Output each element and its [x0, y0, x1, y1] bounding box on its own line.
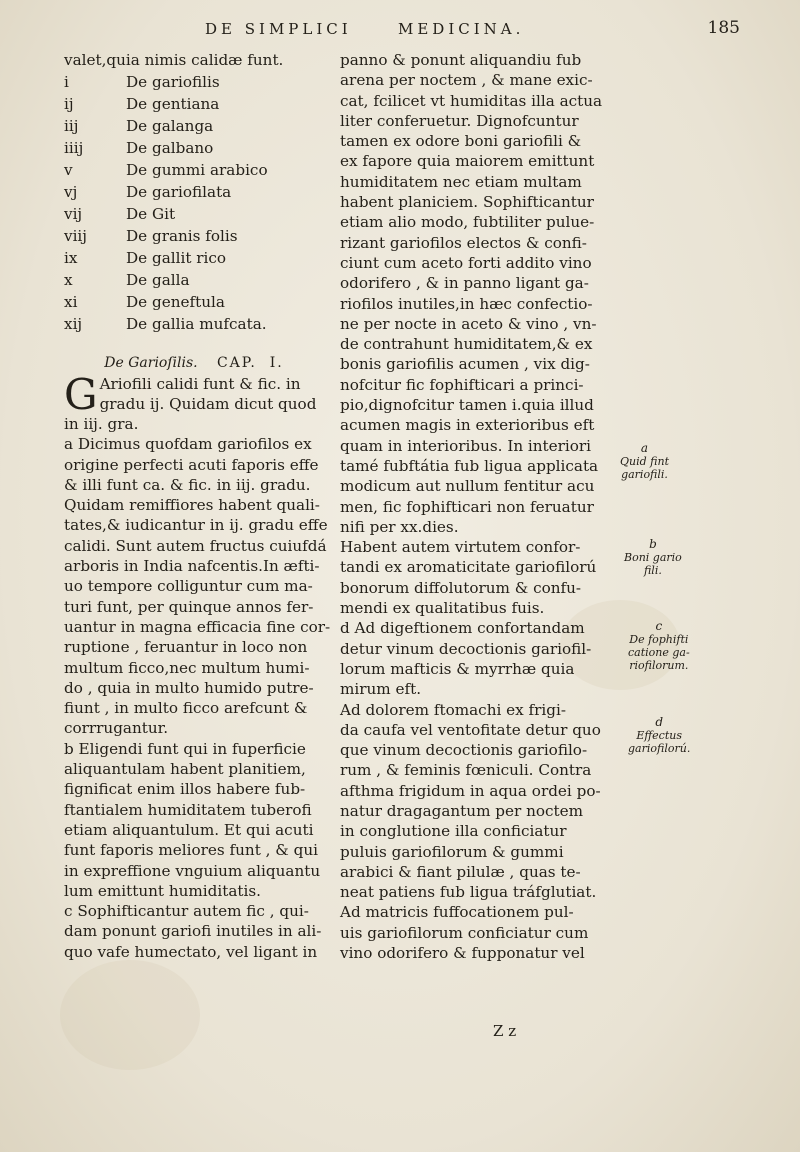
index-title: De geneftula — [126, 293, 225, 311]
left-body-text — [64, 414, 331, 962]
index-intro-line: valet,quia nimis calidæ funt. — [64, 51, 284, 69]
marginal-note-d — [628, 716, 690, 755]
index-title: De gariofilata — [126, 183, 232, 201]
marginal-letter: b — [649, 537, 657, 551]
text-line: corrrugantur. — [64, 719, 169, 738]
index-entry — [64, 94, 324, 116]
text-line: nifi per xx.dies. — [340, 517, 459, 536]
marginal-text: De fophifti — [629, 633, 689, 646]
text-line: ex fapore quia maiorem emittunt — [340, 152, 595, 171]
marginal-text: fili. — [643, 564, 662, 577]
text-line: quo vafe humectato, vel ligant in — [64, 942, 318, 961]
text-line: Ad matricis fuffocationem pul- — [340, 903, 574, 922]
text-line: lum emittunt humiditatis. — [64, 881, 261, 900]
text-line: arabici & fiant pilulæ , quas te- — [340, 862, 581, 881]
marginal-text: Effectus — [636, 729, 682, 742]
marginal-note-a — [620, 442, 669, 481]
text-line: arena per noctem , & mane exic- — [340, 71, 593, 90]
chapter-label: CAP. — [216, 355, 257, 371]
text-line: Habent autem virtutem confor- — [340, 538, 581, 557]
text-line: c Sophifticantur autem fic , qui- — [64, 902, 309, 921]
text-line: etiam aliquantulum. Et qui acuti — [64, 820, 314, 839]
index-entry — [64, 314, 324, 336]
text-line: de contrahunt humiditatem,& ex — [340, 335, 593, 354]
paper-stain — [60, 960, 200, 1070]
text-line: pio,dignofcitur tamen i.quia illud — [340, 396, 594, 415]
running-head — [0, 20, 800, 50]
text-line: quam in interioribus. In interiori — [340, 436, 592, 455]
index-number: xij — [64, 315, 83, 333]
text-line: tates,& iudicantur in ij. gradu effe — [64, 516, 328, 535]
index-number: iij — [64, 117, 79, 135]
index-entry — [64, 292, 324, 314]
marginal-note-b — [624, 538, 682, 577]
text-line: lorum mafticis & myrrhæ quia — [340, 659, 575, 678]
right-column — [340, 50, 630, 963]
page-number: 185 — [707, 18, 740, 38]
text-line: calidi. Sunt autem fructus cuiufdá — [64, 536, 327, 555]
text-line: acumen magis in exterioribus eft — [340, 416, 595, 435]
index-entry — [64, 204, 324, 226]
index-title: De gummi arabico — [126, 161, 268, 179]
index-title: De galanga — [126, 117, 214, 135]
text-line: in expreffione vnguium aliquantu — [64, 861, 321, 880]
index-title: De gallia mufcata. — [126, 315, 267, 333]
text-line: ruptione , feruantur in loco non — [64, 638, 308, 657]
index-entry — [64, 138, 324, 160]
index-entry — [64, 72, 324, 94]
text-line: detur vinum decoctionis gariofil- — [340, 639, 592, 658]
text-line: puluis gariofilorum & gummi — [340, 842, 564, 861]
text-line: afthma frigidum in aqua ordei po- — [340, 781, 601, 800]
marginal-text: catione ga- — [628, 646, 690, 659]
text-line: que vinum decoctionis gariofilo- — [340, 741, 588, 760]
index-number: ij — [64, 95, 74, 113]
index-number: i — [64, 73, 69, 91]
text-line: panno & ponunt aliquandiu fub — [340, 51, 582, 69]
marginal-note-c — [628, 620, 690, 672]
text-line: riofilos inutiles,in hæc confectio- — [340, 294, 593, 313]
text-line: humiditatem nec etiam multam — [340, 172, 582, 191]
marginal-text: gariofili. — [621, 468, 668, 481]
chapter-opening — [64, 370, 324, 419]
marginal-text: gariofilorú. — [628, 742, 691, 755]
text-line: mendi ex qualitatibus fuis. — [340, 599, 545, 618]
chapter-index — [64, 72, 324, 336]
text-line: in conglutione illa conficiatur — [340, 822, 567, 841]
text-line: & illi funt ca. & fic. in iij. gradu. — [64, 475, 311, 494]
chapter-title: De Garioſilis. — [104, 355, 198, 371]
drop-cap: G — [64, 370, 98, 419]
text-line: modicum aut nullum fentitur acu — [340, 477, 595, 496]
index-title: De Git — [126, 205, 176, 223]
index-number: x — [64, 271, 73, 289]
text-line: turi funt, per quinque annos fer- — [64, 597, 314, 616]
index-entry — [64, 116, 324, 138]
text-line: gradu ij. Quidam dicut quod — [99, 395, 317, 414]
text-line: funt faporis meliores funt , & qui — [64, 841, 318, 860]
text-line: bonis gariofilis acumen , vix dig- — [340, 355, 590, 374]
index-entry — [64, 160, 324, 182]
text-line: uo tempore colliguntur cum ma- — [64, 577, 313, 596]
text-line: uantur in magna efficacia fine cor- — [64, 617, 331, 636]
text-line: b Eligendi funt qui in fuperficie — [64, 739, 306, 758]
text-line: nofcitur fic fophifticari a princi- — [340, 375, 584, 394]
marginal-letter: d — [655, 715, 663, 729]
text-line: mirum eft. — [340, 680, 422, 699]
marginal-text: Quid fint — [620, 455, 670, 468]
text-line: tamen ex odore boni gariofili & — [340, 132, 582, 151]
catchword: Z z — [493, 1022, 517, 1040]
index-number: xi — [64, 293, 78, 311]
index-number: vj — [64, 183, 78, 201]
index-number: vij — [64, 205, 83, 223]
right-body-text — [340, 50, 630, 963]
text-line: ne per nocte in aceto & vino , vn- — [340, 314, 597, 333]
text-line: do , quia in multo humido putre- — [64, 678, 314, 697]
running-head-left: DE SIMPLICI — [205, 20, 352, 38]
text-line: fiunt , in multo ficco arefcunt & — [64, 699, 308, 718]
running-head-right: MEDICINA. — [398, 20, 525, 38]
text-line: aliquantulam habent planitiem, — [64, 760, 306, 779]
index-number: ix — [64, 249, 78, 267]
chapter-number: I. — [269, 355, 284, 371]
text-line: liter conferuetur. Dignofcuntur — [340, 111, 579, 130]
text-line: tandi ex aromaticitate gariofilorú — [340, 558, 597, 577]
text-line: uis gariofilorum conficiatur cum — [340, 923, 589, 942]
text-line: Ad dolorem ftomachi ex frigi- — [340, 700, 566, 719]
text-line: arboris in India nafcentis.In æfti- — [64, 557, 320, 576]
text-line: natur dragagantum per noctem — [340, 801, 584, 820]
text-line: etiam alio modo, fubtiliter pulue- — [340, 213, 595, 232]
text-line: in iij. gra. — [64, 415, 139, 433]
text-line: Ariofili calidi funt & fic. in — [99, 375, 301, 393]
index-title: De gallit rico — [126, 249, 227, 267]
marginal-text: riofilorum. — [629, 659, 689, 672]
index-entry — [64, 182, 324, 204]
text-line: men, fic fophifticari non feruatur — [340, 497, 594, 516]
index-entry — [64, 270, 324, 292]
text-line: ciunt cum aceto forti addito vino — [340, 253, 592, 272]
text-line: cat, fcilicet vt humiditas illa actua — [340, 91, 603, 110]
text-line: da caufa vel ventofitate detur quo — [340, 720, 601, 739]
left-column — [64, 50, 331, 962]
index-title: De gentiana — [126, 95, 220, 113]
text-line: bonorum diffolutorum & confu- — [340, 578, 582, 597]
index-number: v — [64, 161, 73, 179]
index-title: De galla — [126, 271, 190, 289]
text-line: rizant gariofilos electos & confi- — [340, 233, 587, 252]
text-line: fignificat enim illos habere fub- — [64, 780, 306, 799]
marginal-letter: a — [640, 441, 649, 455]
text-line: d Ad digeftionem confortandam — [340, 619, 585, 638]
chapter-heading — [64, 336, 324, 374]
index-title: De gariofilis — [126, 73, 220, 91]
text-line: odorifero , & in panno ligant ga- — [340, 274, 589, 293]
marginal-letter: c — [655, 619, 663, 633]
text-line: origine perfecti acuti faporis effe — [64, 455, 319, 474]
text-line: vino odorifero & fupponatur vel — [340, 944, 585, 963]
text-line: Quidam remiffiores habent quali- — [64, 496, 320, 515]
text-line: ftantialem humiditatem tuberofi — [64, 800, 312, 819]
text-line: multum ficco,nec multum humi- — [64, 658, 310, 677]
index-title: De galbano — [126, 139, 214, 157]
text-line: dam ponunt gariofi inutiles in ali- — [64, 922, 322, 941]
index-entry — [64, 226, 324, 248]
text-line: habent planiciem. Sophifticantur — [340, 193, 594, 212]
index-entry — [64, 248, 324, 270]
marginal-text: Boni gario — [624, 551, 682, 564]
index-title: De granis folis — [126, 227, 238, 245]
text-line: rum , & feminis fœniculi. Contra — [340, 761, 592, 780]
index-number: viij — [64, 227, 88, 245]
text-line: neat patiens fub ligua tráfglutiat. — [340, 883, 597, 902]
text-line: a Dicimus quofdam gariofilos ex — [64, 435, 312, 454]
text-line: tamé fubftátia fub ligua applicata — [340, 456, 599, 475]
index-number: iiij — [64, 139, 84, 157]
